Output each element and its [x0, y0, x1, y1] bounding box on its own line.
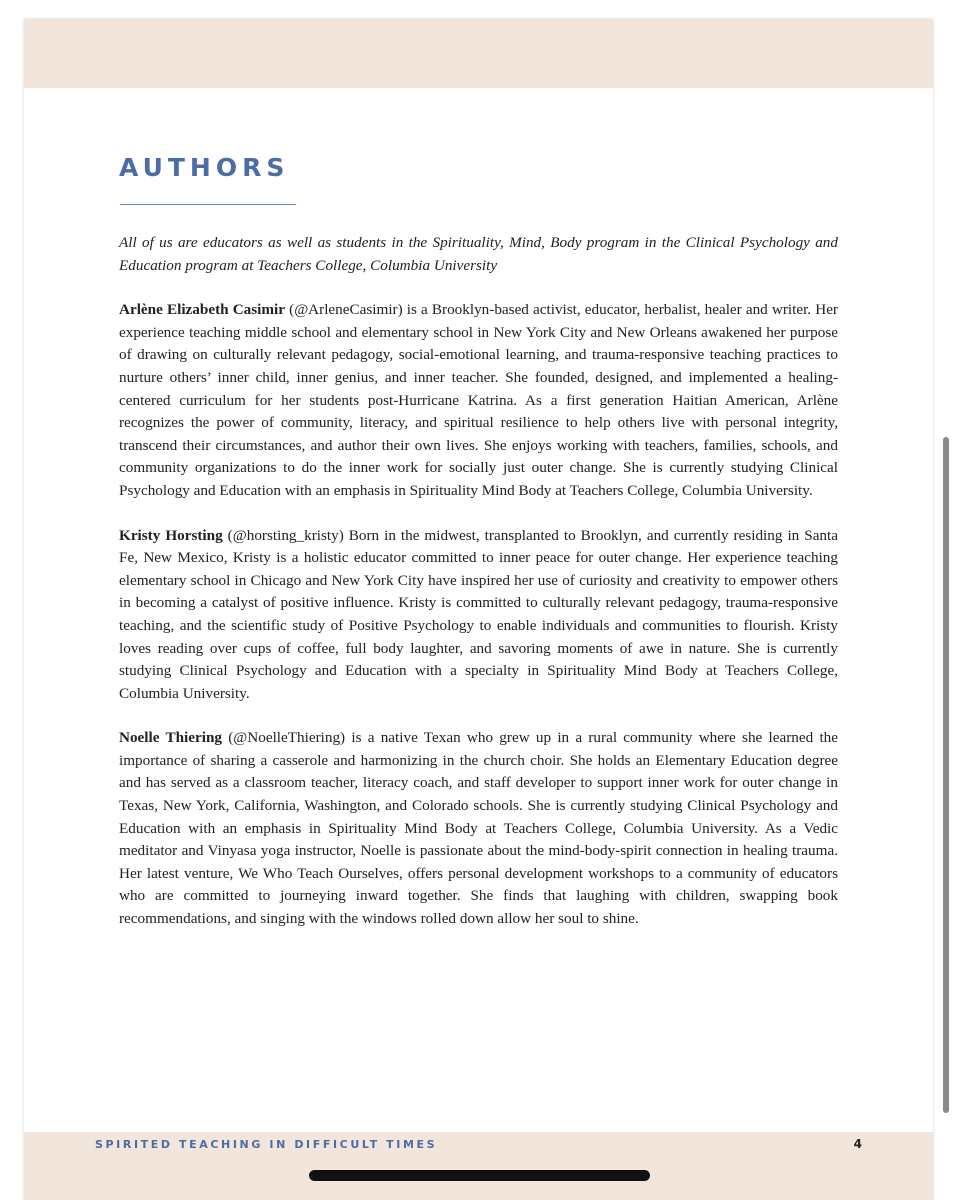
vertical-scrollbar[interactable] [943, 437, 949, 1113]
body-text [119, 232, 838, 953]
author-bio [119, 299, 838, 502]
document-page [24, 19, 933, 1200]
author-name: Arlène Elizabeth Casimir [119, 301, 286, 319]
author-name: Kristy Horsting [119, 526, 223, 544]
title-underline [120, 204, 296, 205]
author-name: Noelle Thiering [119, 729, 222, 747]
author-bio-text: (@horsting_kristy) Born in the midwest, transplanted to Brooklyn, and currently residing in Santa Fe, New Mexico, Kristy is a holistic educator committed to inner peace for outer change. Her experience teaching elementary school in Chicago and New York City have inspired her use of curiosity and creativity to empower others in becoming a catalyst of positive influence. Kristy is committed to culturally relevant pedagogy, trauma-responsive teaching, and the scientific study of Positive Psychology to enable individuals and communities to flourish. Kristy loves reading over cups of coffee, full body laughter, and savoring moments of awe in nature. She is currently studying Clinical Psychology and Education with a specialty in Spirituality Mind Body at Teachers College, Columbia University. [119, 526, 838, 702]
page-title: AUTHORS [119, 153, 290, 182]
intro-paragraph: All of us are educators as well as students in the Spirituality, Mind, Body program in the Clinical Psychology and Education program at Teachers College, Columbia University [119, 234, 838, 274]
header-band [24, 19, 933, 88]
author-bio-text: (@ArleneCasimir) is a Brooklyn-based activist, educator, herbalist, healer and writer. Her experience teaching middle school and elementary school in New York City and New Orleans awakened her purpose of drawing on culturally relevant pedagogy, social-emotional learning, and trauma-responsive teaching practices to nurture others’ inner child, inner genius, and inner teacher. She founded, designed, and implemented a healing-centered curriculum for her students post-Hurricane Katrina. As a first generation Haitian American, Arlène recognizes the power of community, literacy, and spiritual resilience to help others live with personal integrity, transcend their circumstances, and author their own lives. She enjoys working with teachers, families, schools, and community organizations to do the inner work for socially just outer change. She is currently studying Clinical Psychology and Education with an emphasis in Spirituality Mind Body at Teachers College, Columbia University. [119, 301, 838, 499]
author-bio [119, 525, 838, 706]
footer-title: SPIRITED TEACHING IN DIFFICULT TIMES [95, 1138, 438, 1151]
page-number: 4 [853, 1137, 862, 1151]
author-bio [119, 727, 838, 930]
home-indicator-bar[interactable] [309, 1170, 650, 1181]
author-bio-text: (@NoelleThiering) is a native Texan who grew up in a rural community where she learned the importance of sharing a casserole and harmonizing in the church choir. She holds an Elementary Education degree and has served as a classroom teacher, literacy coach, and staff developer to support inner work for outer change in Texas, New York, California, Washington, and Colorado schools. She is currently studying Clinical Psychology and Education with an emphasis in Spirituality Mind Body at Teachers College, Columbia University. As a Vedic meditator and Vinyasa yoga instructor, Noelle is passionate about the mind-body-spirit connection in healing trauma. Her latest venture, We Who Teach Ourselves, offers personal development workshops to a community of educators who are committed to journeying inward together. She finds that laughing with children, swapping book recommendations, and singing with the windows rolled down allow her soul to shine. [119, 729, 839, 928]
